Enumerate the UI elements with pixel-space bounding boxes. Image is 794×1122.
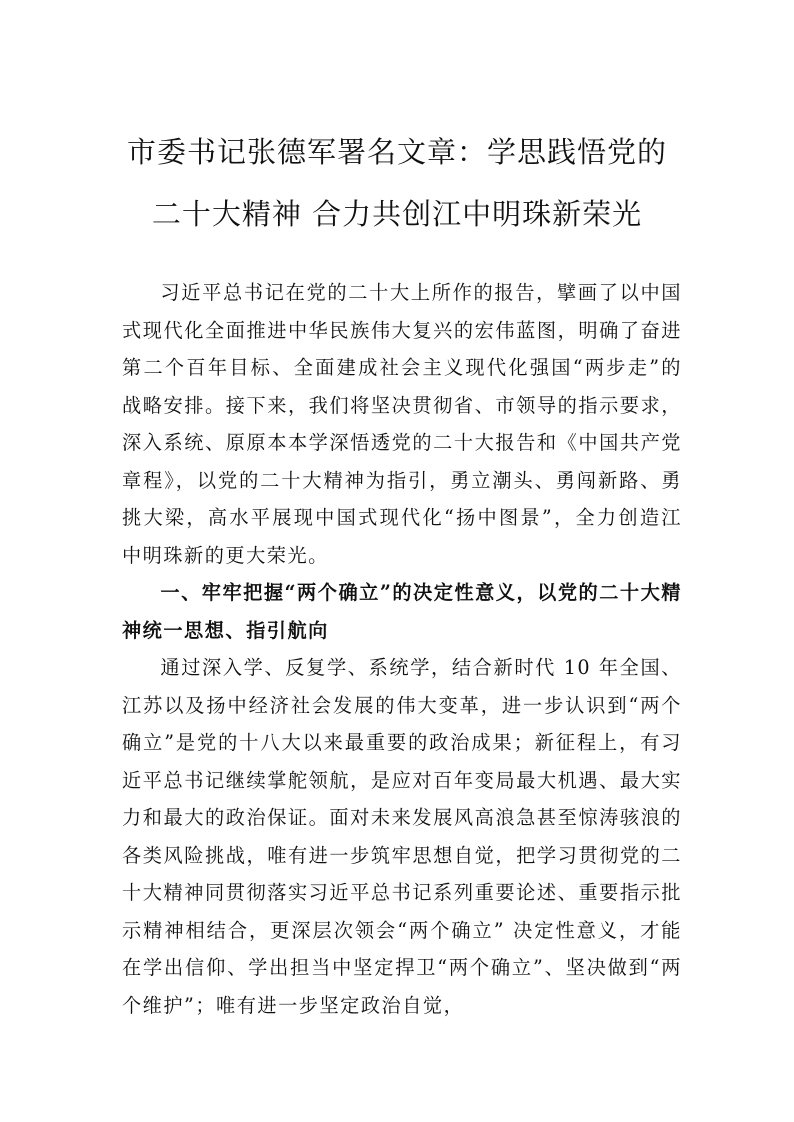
intro-paragraph: 习近平总书记在党的二十大上所作的报告，擘画了以中国式现代化全面推进中华民族伟大复兴的宏伟蓝图，明确了奋进第二个百年目标、全面建成社会主义现代化强国“两步走”的战略安排。接下来，我们将坚决贯彻省、市领导的指示要求，深入系统、原原本本学深悟透党的二十大报告和《中国共产党章程》，以党的二十大精神为指引，勇立潮头、勇闯新路、勇挑大梁，高水平展现中国式现代化“扬中图景”，全力创造江中明珠新的更大荣光。 <box>122 281 682 567</box>
document-title-line-2: 二十大精神 合力共创江中明珠新荣光 <box>151 197 643 231</box>
document-title-line-1: 市委书记张德军署名文章：学思践悟党的 <box>126 135 667 169</box>
section-1-heading: 一、牢牢把握“两个确立”的决定性意义，以党的二十大精神统一思想、指引航向 <box>122 581 682 642</box>
document-body <box>122 274 682 1024</box>
section-1-paragraph: 通过深入学、反复学、系统学，结合新时代 10 年全国、江苏以及扬中经济社会发展的伟大变革，进一步认识到“两个确立”是党的十八大以来最重要的政治成果；新征程上，有习近平总书记继续掌舵领航，是应对百年变局最大机遇、最大实力和最大的政治保证。面对未来发展风高浪急甚至惊涛骇浪的各类风险挑战，唯有进一步筑牢思想自觉，把学习贯彻党的二十大精神同贯彻落实习近平总书记系列重要论述、重要指示批示精神相结合，更深层次领会“两个确立” 决定性意义，才能在学出信仰、学出担当中坚定捍卫“两个确立”、坚决做到“两个维护”；唯有进一步坚定政治自觉， <box>122 656 682 1017</box>
